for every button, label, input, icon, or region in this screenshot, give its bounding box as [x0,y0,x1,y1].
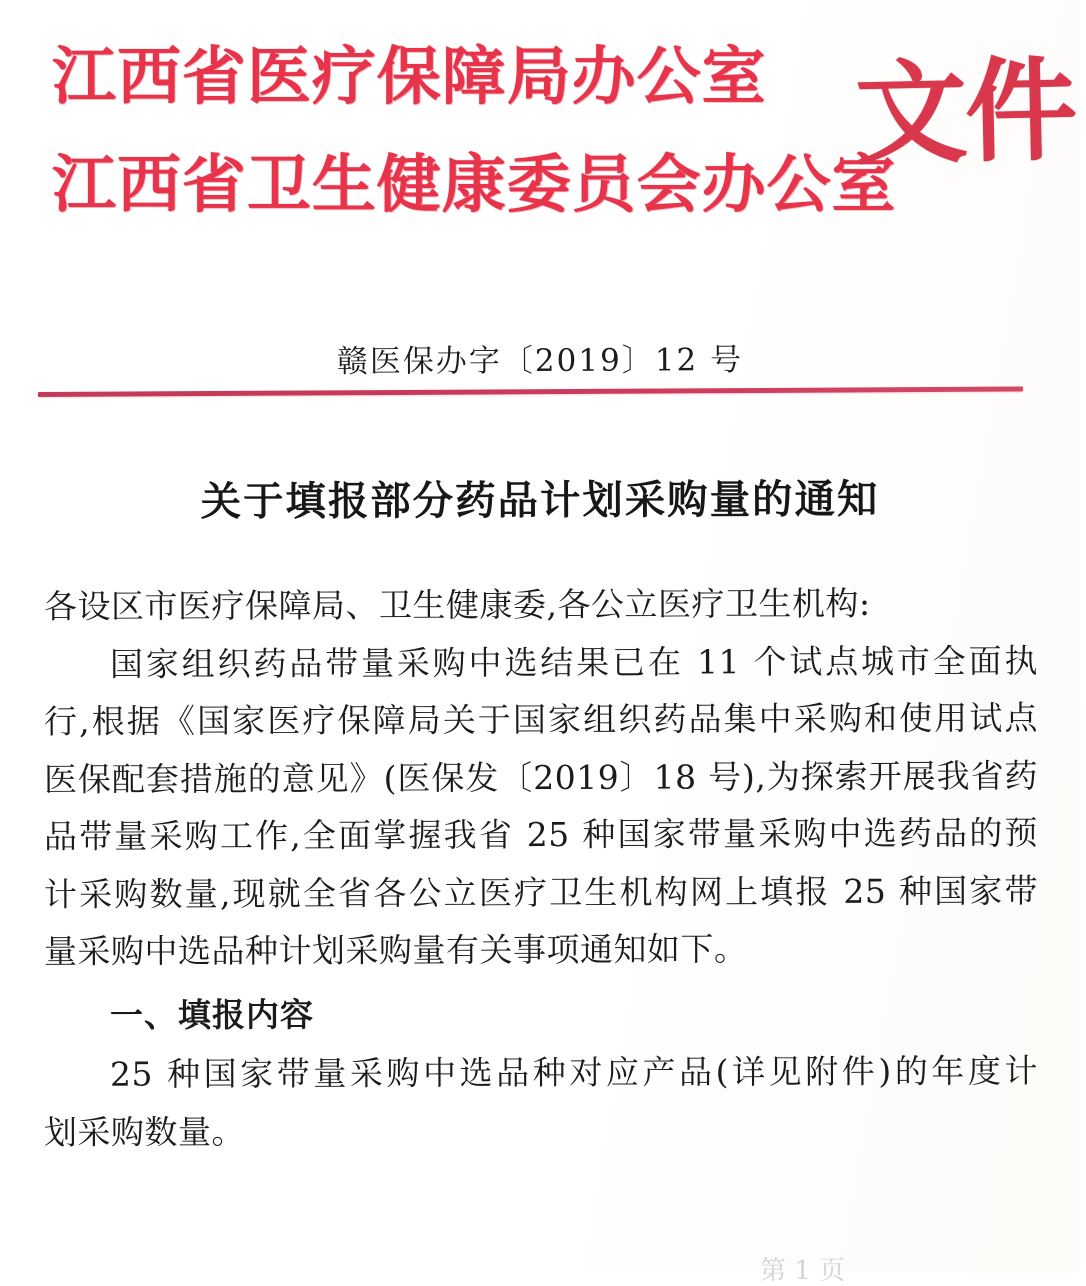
issuing-organizations [52,26,897,234]
body-paragraphs [0,578,1080,1161]
document-masthead [0,0,1080,250]
page-title: 关于填报部分药品计划采购量的通知 [200,475,880,526]
paragraph-1-line-2: 行,根据《国家医疗保障局关于国家组织药品集中采购和使用试点 [43,698,1039,741]
section-1-heading: 一、填报内容 [109,994,315,1035]
document-word-label: 文件 [853,45,1077,181]
clipped-footer-text: 第 1 页 [760,1256,846,1286]
paragraph-1-line-1: 国家组织药品带量采购中选结果已在 11 个试点城市全面执 [109,640,1039,684]
paragraph-1-line-6: 量采购中选品种计划采购量有关事项通知如下。 [43,929,748,971]
addressee-line: 各设区市医疗保障局、卫生健康委,各公立医疗卫生机构: [43,583,871,626]
paragraph-1-line-5: 计采购数量,现就全省各公立医疗卫生机构网上填报 25 种国家带 [43,870,1039,914]
section-1-line-2: 划采购数量。 [43,1111,246,1152]
document-serial-number: 赣医保办字〔2019〕12 号 [336,342,744,380]
document-body [0,470,1080,1161]
paragraph-1-line-4: 品带量采购工作,全面掌握我省 25 种国家带量采购中选药品的预 [43,813,1039,856]
issuing-organization-line-1: 江西省医疗保障局办公室 [52,39,767,113]
section-1-line-1: 25 种国家带量采购中选品种对应产品(详见附件)的年度计 [109,1051,1039,1094]
paragraph-1-line-3: 医保配套措施的意见》(医保发〔2019〕18 号),为探索开展我省药 [43,755,1039,799]
red-separator-rule [38,386,1023,397]
issuing-organization-line-2: 江西省卫生健康委员会办公室 [52,147,897,221]
